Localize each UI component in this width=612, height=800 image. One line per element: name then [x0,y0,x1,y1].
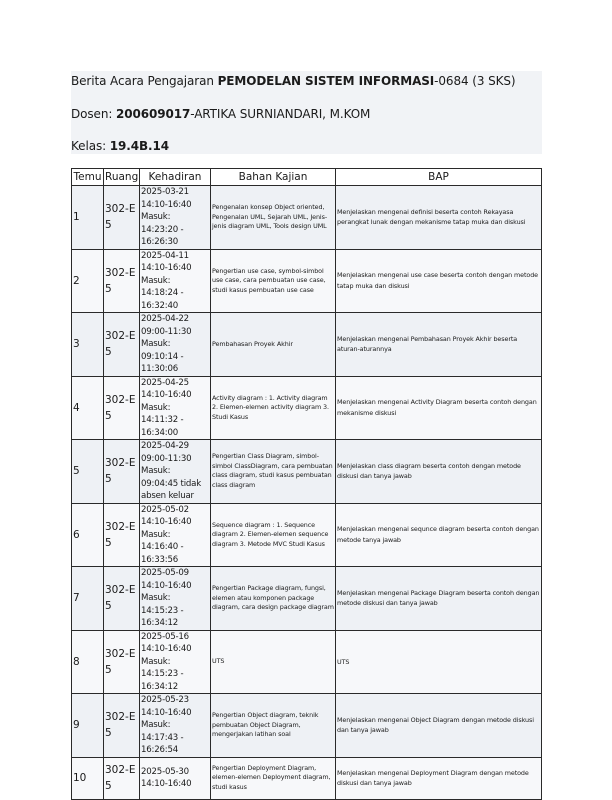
attendance-cell [140,186,211,250]
room-cell: 302-E5 [104,249,140,313]
room-cell: 302-E5 [104,757,140,799]
table-row [72,630,542,694]
room-cell: 302-E5 [104,186,140,250]
meeting-number: 4 [72,376,104,440]
table-row [72,313,542,377]
table-row [72,757,542,799]
lecturer-label: Dosen: [71,107,116,121]
bap-cell: Menjelaskan mengenai Deployment Diagram dengan metode diskusi dan tanya jawab [336,757,542,799]
schedule-time: 2025-04-29 09:00-11:30 [141,441,192,464]
check-in-time: Masuk: 14:18:24 - 16:32:40 [141,275,184,311]
schedule-time: 2025-05-30 14:10-16:40 [141,766,192,789]
check-in-time: Masuk: 14:16:40 - 16:33:56 [141,529,184,565]
topic-cell: Pengertian Package diagram, fungsi, elemen atau komponen package diagram, cara design package diagram [211,567,336,631]
col-header-bap: BAP [336,169,542,186]
bap-cell: Menjelaskan mengenai use case beserta contoh dengan metode tatap muka dan diskusi [336,249,542,313]
table-row [72,376,542,440]
bap-cell: Menjelaskan mengenai Pembahasan Proyek Akhir beserta aturan-aturannya [336,313,542,377]
bap-cell: UTS [336,630,542,694]
schedule-time: 2025-04-25 14:10-16:40 [141,377,192,400]
schedule-time: 2025-05-09 14:10-16:40 [141,568,192,591]
col-header-temu: Temu [72,169,104,186]
attendance-cell [140,313,211,377]
room-cell: 302-E5 [104,440,140,504]
check-in-time: Masuk: 09:04:45 tidak absen keluar [141,466,201,501]
meeting-number: 9 [72,694,104,758]
topic-cell: Pengertian Deployment Diagram, elemen-elemen Deployment diagram, studi kasus [211,757,336,799]
check-in-time: Masuk: 14:15:23 - 16:34:12 [141,593,184,628]
bap-cell: Menjelaskan mengenai Activity Diagram beserta contoh dengan mekanisme diskusi [336,376,542,440]
bap-cell: Menjelaskan mengenai sequnce diagram beserta contoh dengan metode tanya jawab [336,503,542,567]
table-row [72,186,542,250]
table-row [72,694,542,758]
attendance-table [71,168,542,800]
topic-cell: Pengertian use case, symbol-simbol use case, cara pembuatan use case, studi kasus pembuatan use case [211,249,336,313]
attendance-cell [140,249,211,313]
schedule-time: 2025-04-11 14:10-16:40 [141,250,192,273]
check-in-time: Masuk: 14:17:43 - 16:26:54 [141,720,184,755]
class-value: 19.4B.14 [109,139,169,153]
attendance-cell [140,567,211,631]
room-cell: 302-E5 [104,694,140,758]
meeting-number: 2 [72,249,104,313]
topic-cell: Sequence diagram : 1. Sequence diagram 2. Elemen-elemen sequence diagram 3. Metode MVC Studi Kasus [211,503,336,567]
topic-cell: Pengertian Class Diagram, simbol-simbol ClassDiagram, cara pembuatan class diagram, studi kasus pembuatan class diagram [211,440,336,504]
check-in-time: Masuk: 14:23:20 - 16:26:30 [141,212,184,247]
report-header [71,71,542,154]
check-in-time: Masuk: 09:10:14 - 11:30:06 [141,339,184,374]
lecturer-name: -ARTIKA SURNIANDARI, M.KOM [190,107,371,121]
course-name: PEMODELAN SISTEM INFORMASI [217,74,435,88]
title-prefix: Berita Acara Pengajaran [71,74,218,88]
table-row [72,440,542,504]
room-cell: 302-E5 [104,503,140,567]
course-code: -0684 (3 SKS) [434,74,516,88]
meeting-number: 5 [72,440,104,504]
class-label: Kelas: [71,139,110,153]
meeting-number: 7 [72,567,104,631]
class-line [71,139,169,153]
schedule-time: 2025-04-22 09:00-11:30 [141,314,192,337]
topic-cell: UTS [211,630,336,694]
table-row [72,249,542,313]
check-in-time: Masuk: 14:15:23 - 16:34:12 [141,656,184,692]
attendance-cell [140,694,211,758]
col-header-ruang: Ruang [104,169,140,186]
meeting-number: 8 [72,630,104,694]
schedule-time: 2025-05-02 14:10-16:40 [141,504,192,527]
topic-cell: Pengertian Object diagram, teknik pembuatan Object Diagram, mengerjakan latihan soal [211,694,336,758]
meeting-number: 3 [72,313,104,377]
attendance-cell [140,503,211,567]
table-row [72,567,542,631]
table-header-row [72,169,542,186]
meeting-number: 1 [72,186,104,250]
lecturer-line [71,107,370,121]
bap-cell: Menjelaskan mengenai definisi beserta contoh Rekayasa perangkat lunak dengan mekanisme tatap muka dan diskusi [336,186,542,250]
room-cell: 302-E5 [104,313,140,377]
attendance-cell [140,630,211,694]
room-cell: 302-E5 [104,630,140,694]
meeting-number: 6 [72,503,104,567]
check-in-time: Masuk: 14:11:32 - 16:34:00 [141,402,184,438]
attendance-cell [140,440,211,504]
topic-cell: Pembahasan Proyek Akhir [211,313,336,377]
room-cell: 302-E5 [104,567,140,631]
topic-cell: Activity diagram : 1. Activity diagram 2. Elemen-elemen activity diagram 3. Studi Kasus [211,376,336,440]
bap-cell: Menjelaskan mengenai Package Diagram beserta contoh dengan metode diskusi dan tanya jawab [336,567,542,631]
lecturer-id: 200609017 [115,107,191,121]
schedule-time: 2025-05-16 14:10-16:40 [141,631,192,654]
bap-cell: Menjelaskan mengenai Object Diagram dengan metode diskusi dan tanya jawab [336,694,542,758]
table-row [72,503,542,567]
meeting-number: 10 [72,757,104,799]
attendance-cell [140,376,211,440]
bap-cell: Menjelaskan class diagram beserta contoh dengan metode diskusi dan tanya jawab [336,440,542,504]
topic-cell: Pengenalan konsep Object oriented, Pengenalan UML, Sejarah UML, Jenis-jenis diagram UML, Tools design UML [211,186,336,250]
col-header-kehadiran: Kehadiran [140,169,211,186]
report-title [71,74,515,88]
room-cell: 302-E5 [104,376,140,440]
attendance-cell [140,757,211,799]
schedule-time: 2025-05-23 14:10-16:40 [141,695,192,718]
col-header-bahan-kajian: Bahan Kajian [211,169,336,186]
schedule-time: 2025-03-21 14:10-16:40 [141,187,192,210]
